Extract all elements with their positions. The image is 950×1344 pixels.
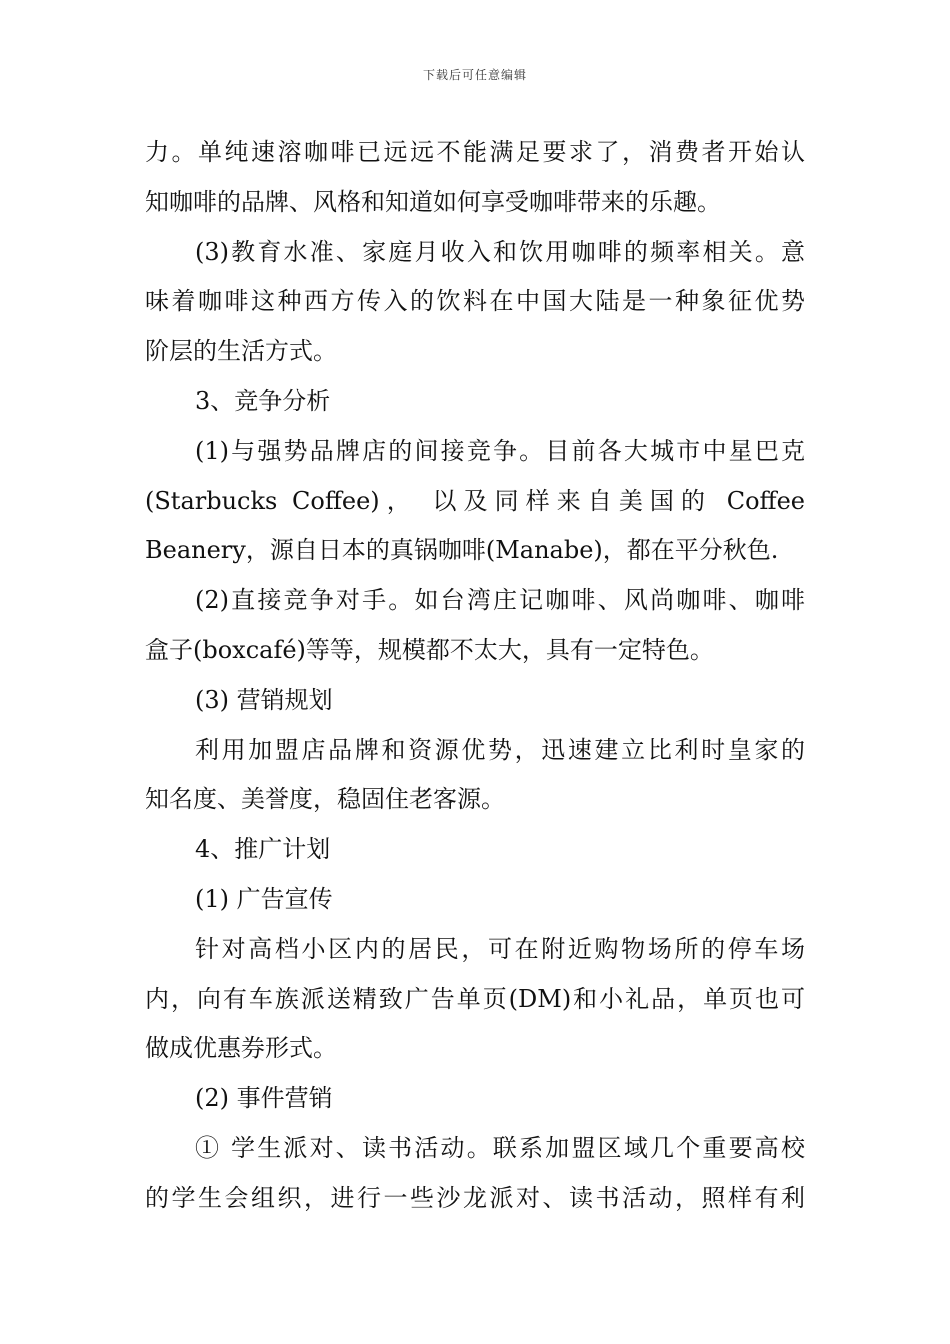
text-line: ① 学生派对、读书活动。联系加盟区域几个重要高校	[195, 1133, 805, 1162]
section-heading: 4、推广计划	[195, 835, 331, 864]
text-line: (3)教育水准、家庭月收入和饮用咖啡的频率相关。意	[195, 237, 805, 266]
document-body	[145, 128, 805, 1224]
page-header: 下载后可任意编辑	[422, 68, 527, 82]
text-line: (1)与强势品牌店的间接竞争。目前各大城市中星巴克	[195, 436, 805, 465]
text-line: 知咖啡的品牌、风格和知道如何享受咖啡带来的乐趣。	[145, 187, 721, 216]
text-line: 盒子(boxcafé)等等，规模都不太大，具有一定特色。	[145, 635, 714, 664]
text-line: 的学生会组织，进行一些沙龙派对、读书活动，照样有利	[145, 1183, 805, 1212]
subsection-heading: (1) 广告宣传	[195, 884, 333, 913]
section-heading: 3、竞争分析	[195, 386, 331, 415]
subsection-heading: (2) 事件营销	[195, 1084, 333, 1113]
text-line: 力。单纯速溶咖啡已远远不能满足要求了，消费者开始认	[145, 138, 805, 166]
text-line: (Starbucks Coffee)， 以及同样来自美国的 Coffee	[145, 486, 805, 515]
text-line: 针对高档小区内的居民，可在附近购物场所的停车场	[195, 934, 805, 963]
text-line: 内，向有车族派送精致广告单页(DM)和小礼品，单页也可	[145, 984, 805, 1013]
subsection-heading: (3) 营销规划	[195, 685, 333, 714]
text-line: Beanery，源自日本的真锅咖啡(Manabe)，都在平分秋色.	[145, 536, 779, 565]
text-line: 味着咖啡这种西方传入的饮料在中国大陆是一种象征优势	[145, 287, 805, 316]
text-line: (2)直接竞争对手。如台湾庄记咖啡、风尚咖啡、咖啡	[195, 586, 805, 615]
text-line: 做成优惠券形式。	[145, 1034, 337, 1063]
text-line: 阶层的生活方式。	[145, 337, 337, 366]
text-line: 知名度、美誉度，稳固住老客源。	[145, 785, 505, 814]
text-line: 利用加盟店品牌和资源优势，迅速建立比利时皇家的	[195, 735, 805, 764]
